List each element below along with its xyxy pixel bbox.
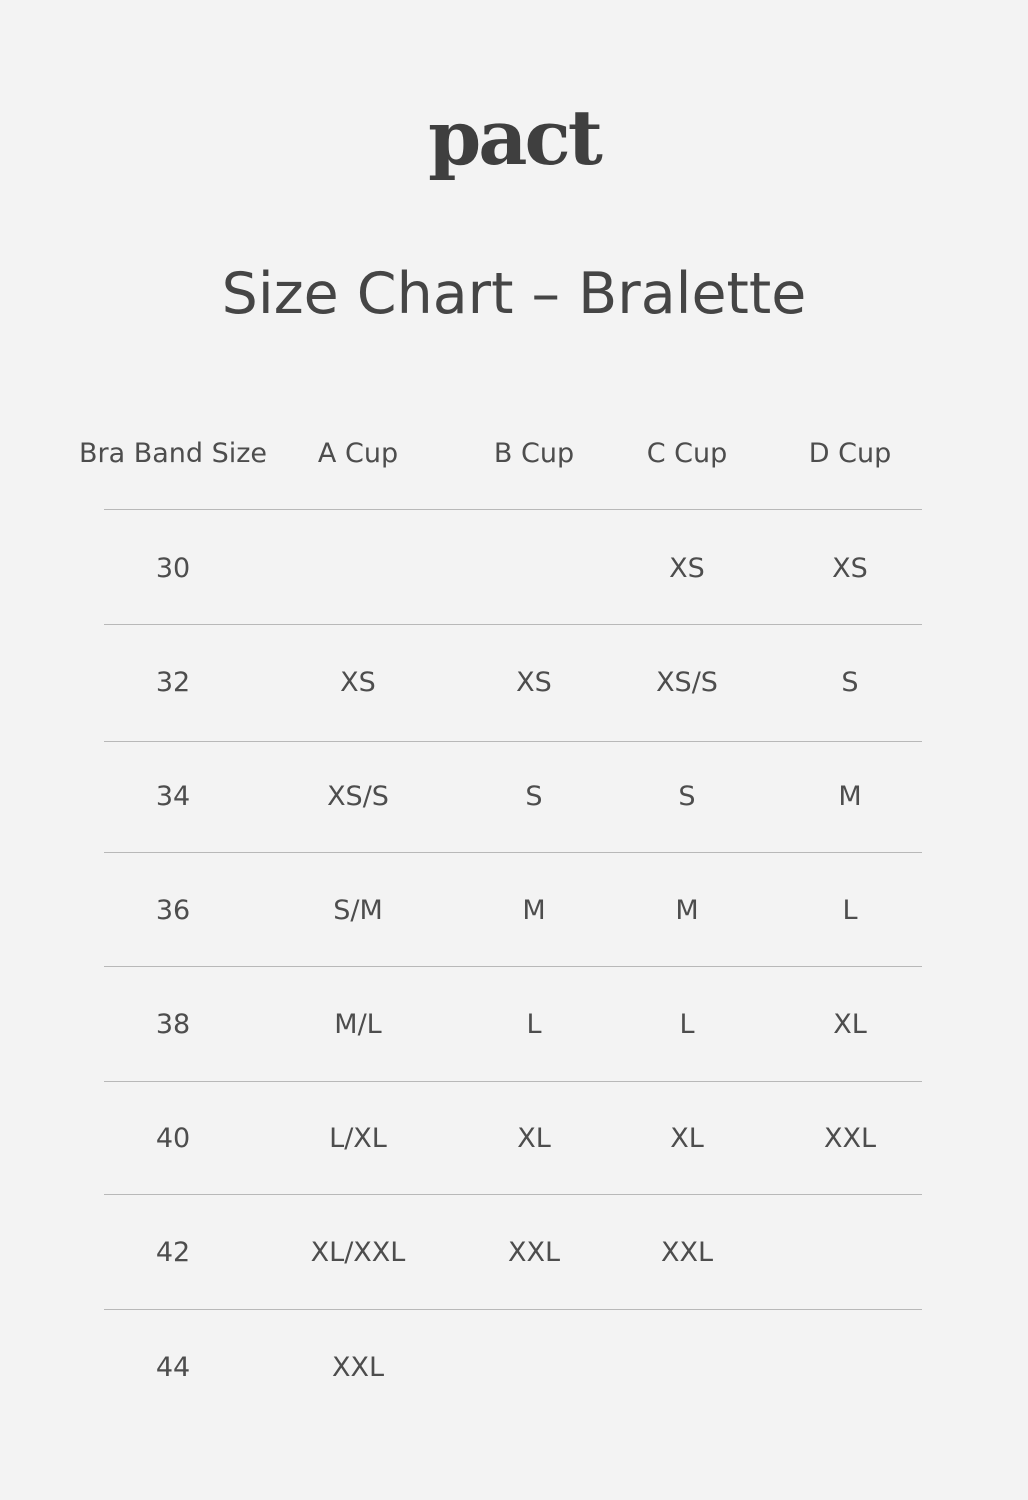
row-divider <box>104 1309 922 1310</box>
header-band-size: Bra Band Size <box>78 438 268 469</box>
b-cup-cell: XXL <box>507 1237 561 1268</box>
d-cup-cell: S <box>841 667 859 698</box>
a-cup-cell: XL/XXL <box>310 1237 406 1268</box>
band-size-cell: 34 <box>155 781 191 812</box>
header-b-cup: B Cup <box>493 438 575 469</box>
d-cup-cell: M <box>838 781 862 812</box>
band-size-cell: 30 <box>155 553 191 584</box>
row-divider <box>104 852 922 853</box>
band-size-cell: 44 <box>155 1352 191 1383</box>
a-cup-cell: S/M <box>333 895 383 926</box>
band-size-cell: 42 <box>155 1237 191 1268</box>
band-size-cell: 36 <box>155 895 191 926</box>
d-cup-cell: XL <box>833 1009 867 1040</box>
d-cup-cell: XXL <box>823 1123 877 1154</box>
band-size-cell: 40 <box>155 1123 191 1154</box>
a-cup-cell: XS/S <box>327 781 389 812</box>
d-cup-cell: XS <box>832 553 868 584</box>
a-cup-cell: XS <box>340 667 376 698</box>
b-cup-cell: M <box>522 895 546 926</box>
a-cup-cell: L/XL <box>329 1123 387 1154</box>
c-cup-cell: L <box>679 1009 695 1040</box>
header-a-cup: A Cup <box>317 438 399 469</box>
row-divider <box>104 1081 922 1082</box>
band-size-cell: 38 <box>155 1009 191 1040</box>
header-d-cup: D Cup <box>808 438 892 469</box>
b-cup-cell: XS <box>516 667 552 698</box>
a-cup-cell: M/L <box>334 1009 382 1040</box>
c-cup-cell: S <box>678 781 696 812</box>
c-cup-cell: XXL <box>660 1237 714 1268</box>
b-cup-cell: XL <box>517 1123 551 1154</box>
header-c-cup: C Cup <box>646 438 728 469</box>
b-cup-cell: L <box>526 1009 542 1040</box>
row-divider <box>104 1194 922 1195</box>
d-cup-cell: L <box>842 895 858 926</box>
c-cup-cell: XS/S <box>656 667 718 698</box>
c-cup-cell: XS <box>669 553 705 584</box>
brand-logo: pact <box>428 93 600 182</box>
c-cup-cell: XL <box>670 1123 704 1154</box>
row-divider <box>104 509 922 510</box>
b-cup-cell: S <box>525 781 543 812</box>
row-divider <box>104 624 922 625</box>
page-title: Size Chart – Bralette <box>221 261 807 327</box>
c-cup-cell: M <box>675 895 699 926</box>
a-cup-cell: XXL <box>331 1352 385 1383</box>
row-divider <box>104 741 922 742</box>
row-divider <box>104 966 922 967</box>
band-size-cell: 32 <box>155 667 191 698</box>
